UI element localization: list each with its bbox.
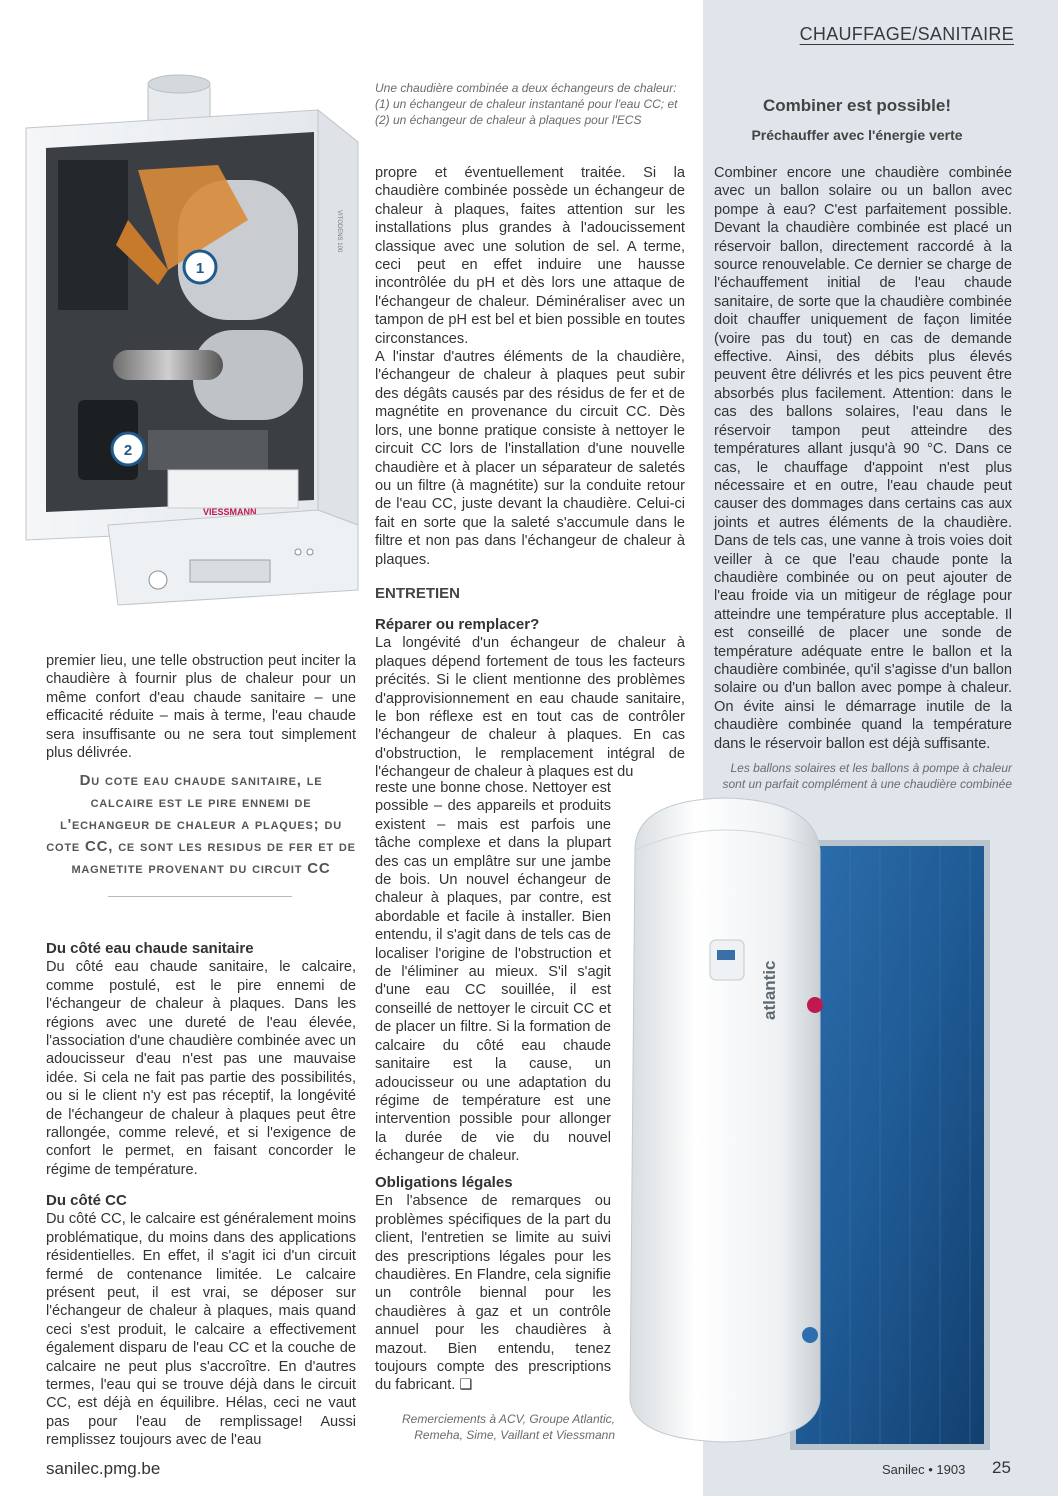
col1-heading-cc: Du côté CC — [46, 1192, 127, 1209]
col1-section-ecs — [46, 940, 356, 1179]
svg-text:1: 1 — [195, 260, 205, 277]
pull-quote: Du cote eau chaude sanitaire, le calcaire est le pire ennemi de l'echangeur de chaleur a plaques; du cote CC, ce sont les residus de fer et de magnetite provenant du circuit CC — [46, 772, 356, 877]
marker-1 — [184, 251, 216, 283]
col2-paragraph-repair-b: reste une bonne chose. Nettoyer est possible – des appareils et produits existent – mais est parfois une tâche complexe et dans la plupart des cas un emplâtre sur une jambe de bois. Un nouvel échangeur de chaleur à plaques, par contre, est abordable et facile à installer. Bien entendu, il s'agit dans de tels cas de localiser l'origine de l'obstruction et de l'éliminer au mieux. S'il s'agit d'une eau CC souillée, il est conseillé de nettoyer le circuit CC et de placer un filtre. Si la formation de calcaire du côté eau chaude sanitaire est la cause, un adoucisseur ou une adaptation du régime de température est une intervention possible pour allonger la durée de vie du nouvel échangeur de chaleur. — [375, 780, 611, 1165]
sidebar-subtitle: Préchauffer avec l'énergie verte — [751, 127, 963, 143]
col1-heading-ecs: Du côté eau chaude sanitaire — [46, 940, 254, 957]
col2-section-repair — [375, 616, 685, 782]
sidebar-caption: Les ballons solaires et les ballons à pompe à chaleur sont un parfait complément à une chaudière combinée — [722, 761, 1012, 791]
col2-section-legal — [375, 1174, 611, 1395]
page-number: 25 — [992, 1458, 1011, 1477]
end-mark-icon: ❑ — [459, 1377, 473, 1394]
col2-paragraph-2: A l'instar d'autres éléments de la chaudière, l'échangeur de chaleur à plaques peut subir des dégâts causés par des résidus de fer et de magnétite en provenance du circuit CC. Dès lors, une bonne pratique consiste à nettoyer le circuit CC lors de l'installation d'une nouvelle chaudière et à placer un séparateur de saletés ou un filtre (à magnétite) sur la conduite retour de l'eau CC, juste devant la chaudière. Celui-ci fait en sorte que la saleté s'accumule dans le filtre et non pas dans l'échangeur de chaleur à plaques. — [375, 349, 685, 568]
sidebar-body: Combiner encore une chaudière combinée avec un ballon solaire ou un ballon avec pompe à eau? C'est parfaitement possible. Devant la chaudière combinée est placé un réservoir ballon, directement raccordé à la source renouvelable. Ce dernier se charge de l'échauffement initial de l'eau chaude sanitaire, de sorte que la chaudière combinée doit chauffer uniquement de façon limitée (voire pas du tout) en cas de demande effective. Ainsi, des débits plus élevés peuvent être délivrés et les pics peuvent être absorbés plus facilement. Attention: dans le cas des ballons solaires, l'eau dans le réservoir tampon peut atteindre des températures allant jusqu'à 90 °C. Dans ce cas, le chauffage d'appoint n'est plus nécessaire et en outre, l'eau chaude peut causer des dommages dans certains cas aux joints et autres éléments de la chaudière. Dans de tels cas, une vanne à trois voies doit veiller à ce que l'eau chaude ponte la chaudière combinée ou on peut ajouter de l'eau froide via un mitigeur de réglage pour atteindre une température plus acceptable. Il est conseillé de placer une sonde de température adéquate entre le ballon et la chaudière combinée, qu'il s'agisse d'un ballon solaire ou d'un ballon avec pompe à chaleur. On évite ainsi le démarrage inutile de la chaudière combinée quand la température dans le réservoir ballon est déjà suffisante. — [714, 165, 1012, 752]
boiler-illustration — [18, 70, 378, 615]
col1-section-cc — [46, 1192, 356, 1450]
col2-paragraph-repair-a: La longévité d'un échangeur de chaleur à plaques dépend fortement de tous les facteurs précités. Si le client mentionne des problèmes d'approvisionnement en eau chaude sanitaire, le bon réflexe est en tout cas de contrôler l'échangeur de chaleur à plaques. En cas d'obstruction, le remplacement intégral de l'échangeur de chaleur à plaques est du — [375, 635, 685, 781]
col2-heading-repair: Réparer ou remplacer? — [375, 616, 540, 633]
col1-intro: premier lieu, une telle obstruction peut inciter la chaudière à fournir plus de chaleur pour un même confort d'eau chaude sanitaire – une efficacité réduite – mais à terme, l'eau chaude sera insuffisante ou ne sera tout simplement plus délivrée. — [46, 653, 356, 762]
pull-quote-divider — [108, 896, 292, 897]
tank-brand-logo: atlantic — [760, 960, 779, 1020]
col2-paragraph-1: propre et éventuellement traitée. Si la chaudière combinée possède un échangeur de chaleur à plaques, faites attention sur les installations plus grandes à l'adoucissement classique avec une solution de sel. A terme, ceci peut en effet induire une hausse incontrôlée du pH et dès lors une attaque de l'échangeur de chaleur. Déminéraliser avec un tampon de pH est bel et bien possible en toutes circonstances. — [375, 165, 685, 347]
col2-paragraph-legal: En l'absence de remarques ou problèmes spécifiques de la part du client, l'entretien se limite au suivi des prescriptions légales pour les chaudières. En Flandre, cela signifie un contrôle biennal pour les chaudières à gaz et un contrôle annuel pour les chaudières à mazout. Bien entendu, tenez toujours compte des prescriptions du fabricant. — [375, 1193, 611, 1394]
marker-2 — [112, 433, 144, 465]
footer-url: sanilec.pmg.be — [46, 1459, 161, 1478]
water-heater-image — [625, 790, 825, 1445]
col2-text-top — [375, 164, 685, 569]
acknowledgements: Remerciements à ACV, Groupe Atlantic, Remeha, Sime, Vaillant et Viessmann — [402, 1412, 615, 1442]
footer-issue: Sanilec • 1903 — [882, 1462, 966, 1477]
col1-paragraph-cc: Du côté CC, le calcaire est généralement moins problématique, du moins dans des applications résidentielles. En effet, il s'agit ici d'un circuit fermé de contenance limitée. Le calcaire présent peut, il est vrai, se déposer sur l'échangeur de chaleur à plaques, mais quand ceci s'est produit, le calcaire a effectivement également disparu de l'eau CC et la couche de calcaire ne peut plus s'accroître. En d'autres termes, l'eau qui se trouve déjà dans le circuit CC, est déjà en équilibre. Hélas, ceci ne vaut pas pour l'eau de remplissage! Aussi remplissez toujours avec de l'eau — [46, 1211, 356, 1449]
figure1-caption: Une chaudière combinée a deux échangeurs de chaleur: (1) un échangeur de chaleur instantané pour l'eau CC; et (2) un échangeur de chaleur à plaques pour l'ECS — [375, 81, 678, 127]
section-label: CHAUFFAGE/SANITAIRE — [799, 24, 1014, 44]
svg-text:2: 2 — [123, 442, 133, 459]
col1-paragraph-ecs: Du côté eau chaude sanitaire, le calcaire, comme postulé, est le pire ennemi de l'échangeur de chaleur à plaques. Dans les régions avec une dureté de l'eau élevée, l'association d'une chaudière combinée avec un adoucisseur d'eau n'est pas une mauvaise idée. Si cela ne fait pas partie des possibilités, ou si le client n'y est pas réceptif, la longévité de l'échangeur de chaleur à plaques peut être rallongée, comme relevé, et si l'exigence de confort le permet, en faisant concorder le régime de température. — [46, 959, 356, 1178]
sidebar-title: Combiner est possible! — [763, 96, 951, 115]
col2-heading-legal: Obligations légales — [375, 1174, 513, 1191]
boiler-side-label: VITODENS 100 — [336, 210, 342, 253]
section-heading-entretien: ENTRETIEN — [375, 585, 461, 602]
boiler-brand-logo: VIESSMANN — [203, 507, 257, 517]
